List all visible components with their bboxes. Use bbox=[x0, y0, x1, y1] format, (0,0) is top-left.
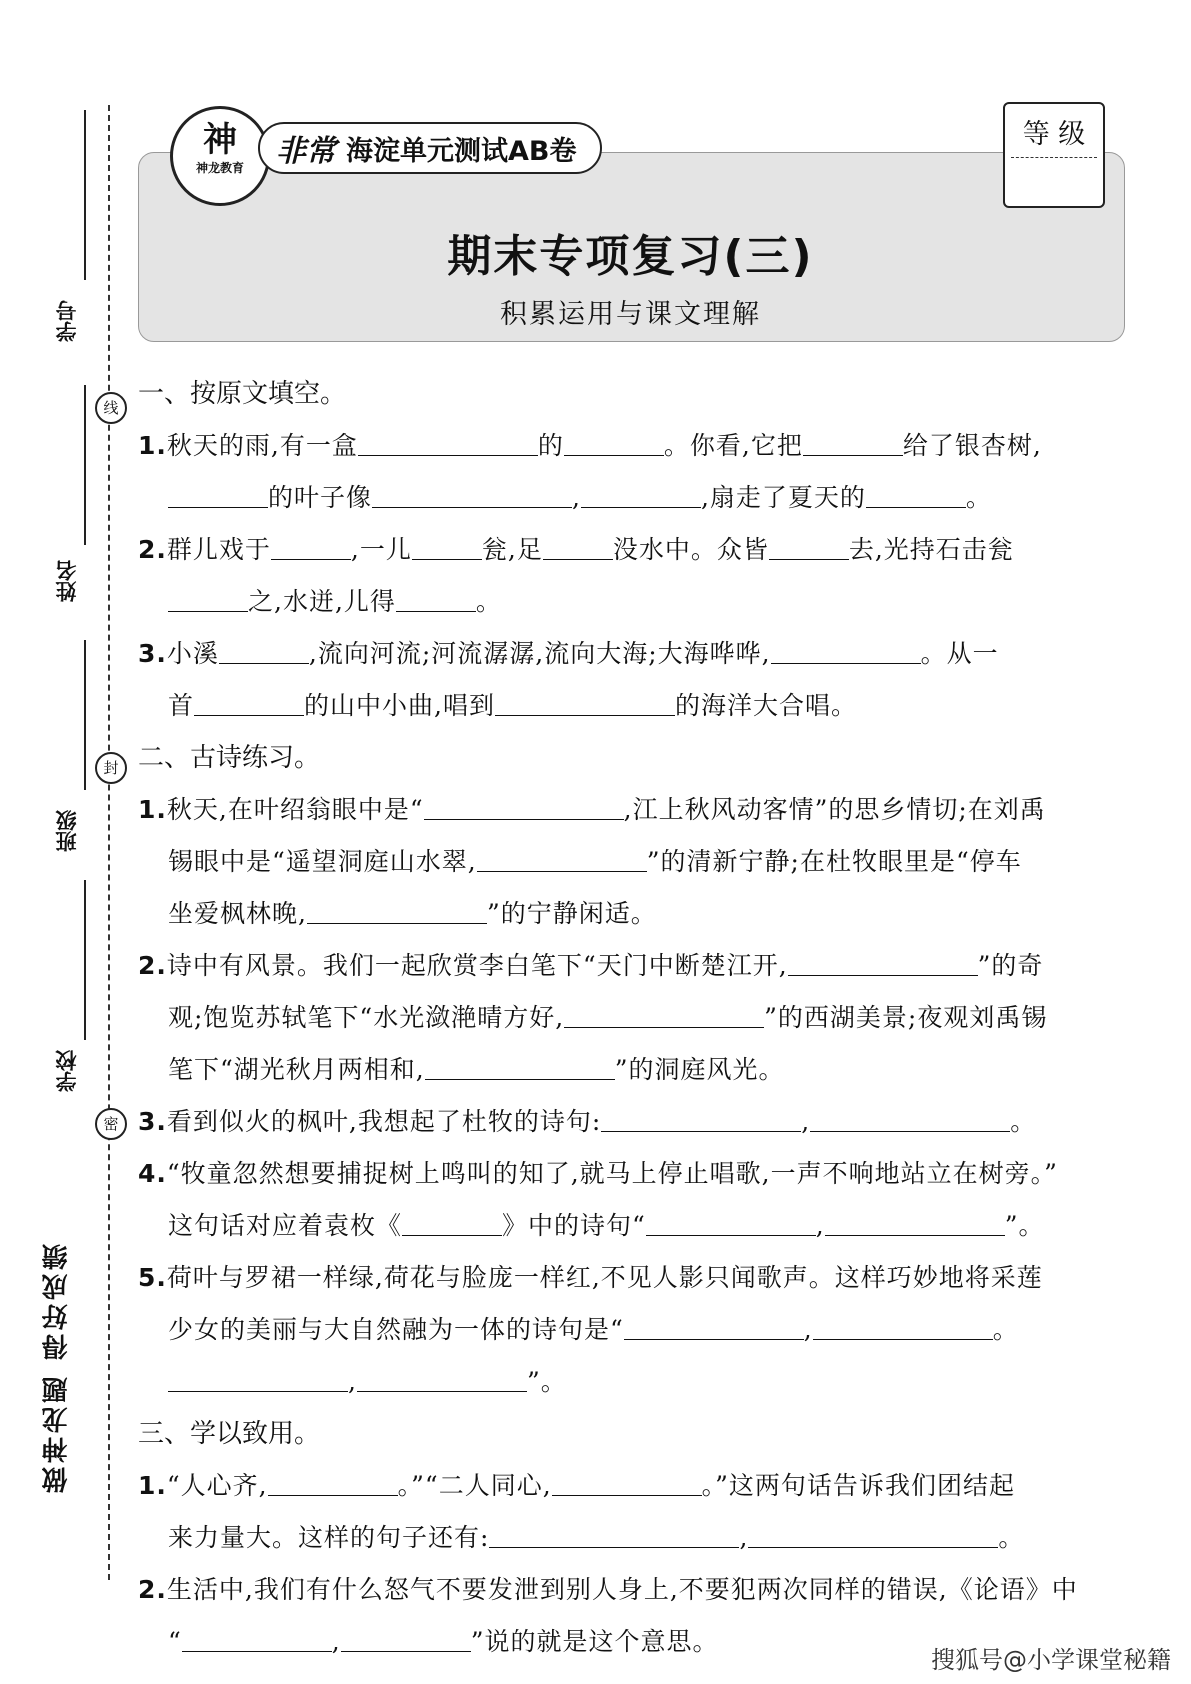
brand-script: 非常 bbox=[276, 134, 336, 169]
answer-blank[interactable] bbox=[748, 1517, 998, 1548]
answer-blank[interactable] bbox=[581, 477, 701, 508]
question-text: ,扇走了夏天的 bbox=[700, 483, 866, 512]
question-text: 笔下“湖光秋月两相和, bbox=[168, 1055, 425, 1084]
answer-blank[interactable] bbox=[489, 1517, 739, 1548]
question-text: 首 bbox=[168, 691, 195, 720]
answer-blank[interactable] bbox=[372, 477, 572, 508]
answer-blank[interactable] bbox=[412, 529, 482, 560]
answer-blank[interactable] bbox=[396, 581, 476, 612]
question-text: 。 bbox=[1010, 1107, 1037, 1136]
answer-blank[interactable] bbox=[477, 841, 647, 872]
question-text: 群儿戏于 bbox=[166, 535, 271, 564]
question-line bbox=[138, 836, 1128, 888]
question-line bbox=[138, 628, 1128, 680]
question-text: “ bbox=[168, 1627, 182, 1656]
question-number: 3. bbox=[138, 1107, 167, 1136]
question-text: 来力量大。这样的句子还有: bbox=[168, 1523, 490, 1552]
answer-blank[interactable] bbox=[182, 1621, 332, 1652]
question-text: ”的洞庭风光。 bbox=[614, 1055, 785, 1084]
question-line bbox=[138, 472, 1128, 524]
question-text: 这句话对应着袁枚《 bbox=[168, 1211, 403, 1240]
question-text: “牧童忽然想要捕捉树上鸣叫的知了,就马上停止唱歌,一声不响地站立在树旁。” bbox=[166, 1159, 1058, 1188]
question-number: 4. bbox=[138, 1159, 167, 1188]
question-text: 去,光持石击瓮 bbox=[848, 535, 1014, 564]
answer-blank[interactable] bbox=[825, 1205, 1005, 1236]
question-text: 给了银杏树, bbox=[902, 431, 1042, 460]
brand-logo bbox=[170, 106, 270, 206]
answer-blank[interactable] bbox=[425, 1049, 615, 1080]
question-text: ”。 bbox=[1004, 1211, 1045, 1240]
answer-blank[interactable] bbox=[624, 1309, 804, 1340]
question-line bbox=[138, 680, 1128, 732]
answer-blank[interactable] bbox=[564, 425, 664, 456]
page-title: 期末专项复习(三) bbox=[447, 231, 814, 282]
question-line bbox=[138, 524, 1128, 576]
question-text: 。”这两句话告诉我们团结起 bbox=[701, 1471, 1015, 1500]
binding-margin bbox=[0, 0, 120, 1684]
exam-content bbox=[138, 368, 1128, 1668]
question-line bbox=[138, 1304, 1128, 1356]
question-text: ”。 bbox=[526, 1367, 567, 1396]
question-text: , bbox=[815, 1211, 825, 1240]
answer-blank[interactable] bbox=[219, 633, 309, 664]
question-text: ,流向河流;河流潺潺,流向大海;大海哗哗, bbox=[308, 639, 771, 668]
question-text: 小溪 bbox=[166, 639, 219, 668]
question-text: 坐爱枫林晚, bbox=[168, 899, 307, 928]
cut-mark-seal: 封 bbox=[95, 752, 127, 784]
answer-blank[interactable] bbox=[810, 1101, 1010, 1132]
question-text: 。从一 bbox=[920, 639, 999, 668]
question-text: ”的奇 bbox=[977, 951, 1044, 980]
question-text: 的叶子像 bbox=[268, 483, 373, 512]
logo-text: 神龙教育 bbox=[195, 161, 244, 175]
question-line bbox=[138, 784, 1128, 836]
question-text: ”的清新宁静;在杜牧眼里是“停车 bbox=[646, 847, 1022, 876]
answer-blank[interactable] bbox=[769, 529, 849, 560]
answer-blank[interactable] bbox=[552, 1465, 702, 1496]
question-line bbox=[138, 420, 1128, 472]
id-field-line bbox=[84, 110, 86, 280]
id-field-label: 学号 bbox=[55, 300, 79, 342]
class-field-label: 班级 bbox=[55, 810, 79, 852]
answer-blank[interactable] bbox=[168, 581, 248, 612]
question-text: , bbox=[739, 1523, 749, 1552]
grade-box bbox=[1003, 102, 1105, 208]
answer-blank[interactable] bbox=[268, 1465, 398, 1496]
school-field-label: 学校 bbox=[55, 1050, 79, 1092]
question-line bbox=[138, 1512, 1128, 1564]
question-text: 少女的美丽与大自然融为一体的诗句是“ bbox=[168, 1315, 624, 1344]
answer-blank[interactable] bbox=[194, 685, 304, 716]
question-line bbox=[138, 1252, 1128, 1304]
question-number: 3. bbox=[138, 639, 167, 668]
cut-mark-secret: 密 bbox=[95, 1108, 127, 1140]
question-line bbox=[138, 1096, 1128, 1148]
answer-blank[interactable] bbox=[646, 1205, 816, 1236]
question-text: , bbox=[803, 1315, 813, 1344]
answer-blank[interactable] bbox=[813, 1309, 993, 1340]
answer-blank[interactable] bbox=[341, 1621, 471, 1652]
name-field-label: 姓名 bbox=[55, 560, 79, 602]
answer-blank[interactable] bbox=[771, 633, 921, 664]
grade-label: 等 级 bbox=[1022, 119, 1086, 150]
question-text: 秋天,在叶绍翁眼中是“ bbox=[166, 795, 424, 824]
question-line bbox=[138, 1044, 1128, 1096]
question-line bbox=[138, 1200, 1128, 1252]
question-text: 。 bbox=[965, 483, 992, 512]
question-number: 1. bbox=[138, 795, 167, 824]
answer-blank[interactable] bbox=[803, 425, 903, 456]
question-line bbox=[138, 1356, 1128, 1408]
question-number: 1. bbox=[138, 1471, 167, 1500]
answer-blank[interactable] bbox=[358, 425, 538, 456]
question-text: 观;饱览苏轼笔下“水光潋滟晴方好, bbox=[168, 1003, 565, 1032]
question-text: , bbox=[348, 1367, 357, 1396]
question-number: 2. bbox=[138, 951, 167, 980]
question-text: 。 bbox=[475, 587, 502, 616]
question-line bbox=[138, 888, 1128, 940]
question-text: ”说的就是这个意思。 bbox=[470, 1627, 719, 1656]
name-field-line bbox=[84, 385, 86, 545]
page-subtitle: 积累运用与课文理解 bbox=[500, 299, 761, 330]
question-line bbox=[138, 940, 1128, 992]
cut-line bbox=[108, 105, 110, 1580]
question-text: 秋天的雨,有一盒 bbox=[166, 431, 358, 460]
answer-blank[interactable] bbox=[168, 477, 268, 508]
section-heading-2: 二、古诗练习。 bbox=[138, 743, 321, 773]
question-text: ”的宁静闲适。 bbox=[486, 899, 657, 928]
question-text: , bbox=[572, 483, 581, 512]
answer-blank[interactable] bbox=[601, 1101, 801, 1132]
question-text: 荷叶与罗裙一样绿,荷花与脸庞一样红,不见人影只闻歌声。这样巧妙地将采莲 bbox=[166, 1263, 1043, 1292]
question-text: 瓮,足 bbox=[481, 535, 543, 564]
question-text: , bbox=[331, 1627, 341, 1656]
question-text: 诗中有风景。我们一起欣赏李白笔下“天门中断楚江开, bbox=[166, 951, 788, 980]
question-number: 2. bbox=[138, 1575, 167, 1604]
question-number: 1. bbox=[138, 431, 167, 460]
question-line bbox=[138, 992, 1128, 1044]
answer-blank[interactable] bbox=[307, 893, 487, 924]
question-text: 没水中。众皆 bbox=[612, 535, 769, 564]
question-text: ,江上秋风动客情”的思乡情切;在刘禹 bbox=[623, 795, 1046, 824]
answer-blank[interactable] bbox=[424, 789, 624, 820]
school-field-line bbox=[84, 880, 86, 1040]
answer-blank[interactable] bbox=[788, 945, 978, 976]
question-number: 5. bbox=[138, 1263, 167, 1292]
question-text: “人心齐, bbox=[166, 1471, 268, 1500]
answer-blank[interactable] bbox=[495, 685, 675, 716]
question-text: 。”“二人同心, bbox=[397, 1471, 552, 1500]
question-text: 生活中,我们有什么怒气不要发泄到别人身上,不要犯两次同样的错误,《论语》中 bbox=[166, 1575, 1078, 1604]
answer-blank[interactable] bbox=[564, 997, 764, 1028]
question-text: , bbox=[801, 1107, 811, 1136]
question-text: 的山中小曲,唱到 bbox=[304, 691, 495, 720]
question-text: 之,水迸,儿得 bbox=[248, 587, 396, 616]
question-line bbox=[138, 1564, 1128, 1616]
brand-pill bbox=[258, 122, 602, 174]
class-field-line bbox=[84, 640, 86, 790]
answer-blank[interactable] bbox=[271, 529, 351, 560]
question-text: ,一儿 bbox=[350, 535, 412, 564]
question-text: 看到似火的枫叶,我想起了杜牧的诗句: bbox=[166, 1107, 602, 1136]
answer-blank[interactable] bbox=[357, 1361, 527, 1392]
answer-blank[interactable] bbox=[168, 1361, 348, 1392]
question-text: 。你看,它把 bbox=[663, 431, 803, 460]
question-text: 的 bbox=[537, 431, 564, 460]
question-line bbox=[138, 576, 1128, 628]
answer-blank[interactable] bbox=[866, 477, 966, 508]
question-line bbox=[138, 1148, 1128, 1200]
answer-blank[interactable] bbox=[543, 529, 613, 560]
slogan-text: 做神龙题 得好成绩 bbox=[42, 1240, 72, 1494]
section-heading-3: 三、学以致用。 bbox=[138, 1419, 321, 1449]
question-text: 。 bbox=[992, 1315, 1019, 1344]
question-text: ”的西湖美景;夜观刘禹锡 bbox=[764, 1003, 1048, 1032]
question-text: 锡眼中是“遥望洞庭山水翠, bbox=[168, 847, 477, 876]
cut-mark-line: 线 bbox=[95, 392, 127, 424]
question-number: 2. bbox=[138, 535, 167, 564]
grade-divider bbox=[1011, 157, 1097, 158]
question-line bbox=[138, 1460, 1128, 1512]
logo-mark: 神 bbox=[203, 120, 237, 160]
brand-text: 海淀单元测试AB卷 bbox=[346, 135, 577, 167]
source-watermark: 搜狐号@小学课堂秘籍 bbox=[931, 1646, 1171, 1674]
question-text: 》中的诗句“ bbox=[502, 1211, 646, 1240]
section-heading-1: 一、按原文填空。 bbox=[138, 379, 347, 409]
question-text: 。 bbox=[998, 1523, 1025, 1552]
answer-blank[interactable] bbox=[402, 1205, 502, 1236]
question-text: 的海洋大合唱。 bbox=[674, 691, 857, 720]
